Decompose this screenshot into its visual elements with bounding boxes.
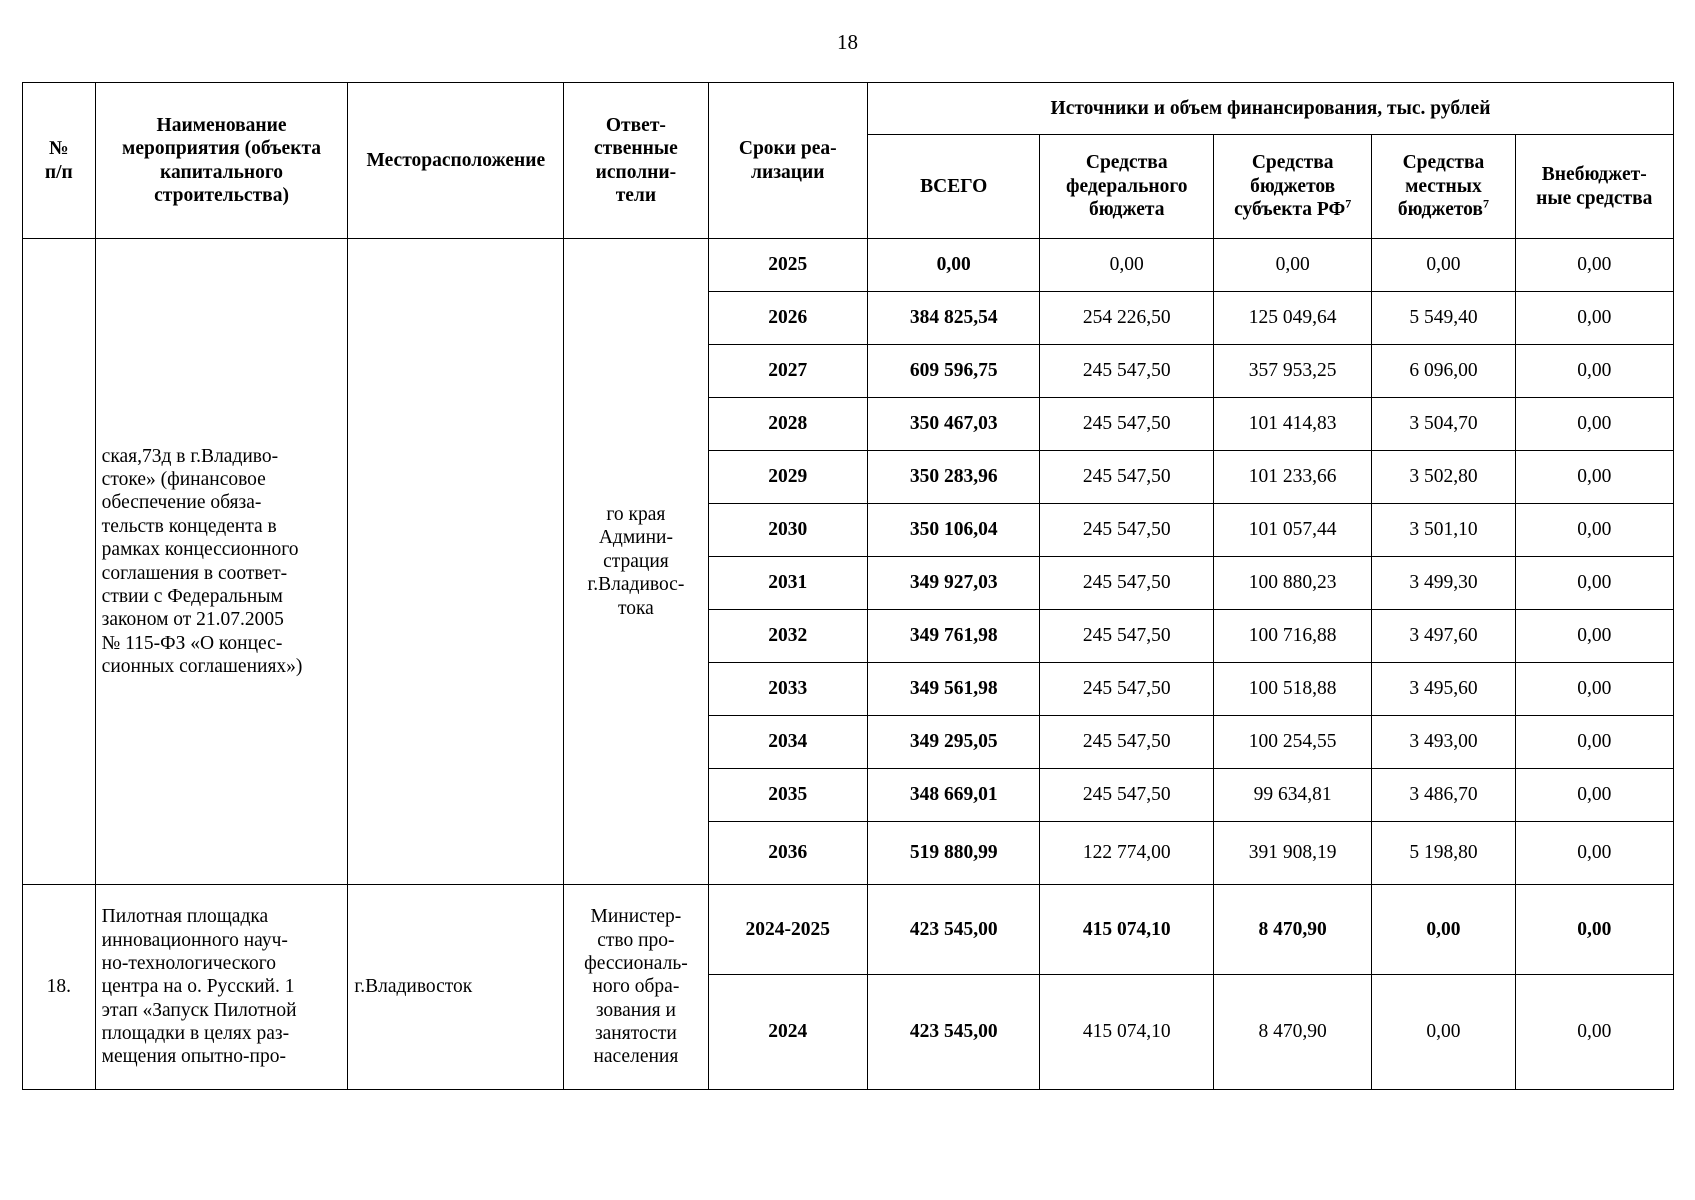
header-extra: Внебюджет- ные средства [1515,135,1673,239]
extra-cell: 0,00 [1515,292,1673,345]
table-row [23,885,1674,975]
federal-cell: 245 547,50 [1040,716,1214,769]
federal-cell: 254 226,50 [1040,292,1214,345]
total-cell: 349 927,03 [867,557,1039,610]
subject-cell: 101 414,83 [1214,398,1372,451]
year-cell: 2030 [708,504,867,557]
total-cell: 0,00 [867,239,1039,292]
local-cell: 3 499,30 [1372,557,1515,610]
total-cell: 349 295,05 [867,716,1039,769]
federal-cell: 245 547,50 [1040,504,1214,557]
prev-description: ская,73д в г.Владиво- стоке» (финансовое обеспечение обяза- тельств концедента в рамках концессионного соглашения в соответ- ствии с Федеральным законом от 21.07.2005 № 115-ФЗ «О концес- сионных соглашениях») [95,239,348,885]
total-cell: 350 283,96 [867,451,1039,504]
subject-cell: 100 518,88 [1214,663,1372,716]
local-cell: 3 502,80 [1372,451,1515,504]
federal-cell: 122 774,00 [1040,822,1214,885]
header-period: Сроки реа- лизации [708,83,867,239]
total-cell: 349 761,98 [867,610,1039,663]
subject-cell: 0,00 [1214,239,1372,292]
extra-cell: 0,00 [1515,610,1673,663]
year-cell: 2027 [708,345,867,398]
extra-cell: 0,00 [1515,822,1673,885]
subject-cell: 101 057,44 [1214,504,1372,557]
local-cell: 0,00 [1372,885,1515,975]
header-local: Средства местных бюджетов$^7$ [1372,135,1515,239]
year-cell: 2036 [708,822,867,885]
total-cell: 350 467,03 [867,398,1039,451]
federal-cell: 245 547,50 [1040,769,1214,822]
header-sources: Источники и объем финансирования, тыс. рублей [867,83,1673,135]
subject-cell: 8 470,90 [1214,975,1372,1090]
extra-cell: 0,00 [1515,975,1673,1090]
local-cell: 0,00 [1372,975,1515,1090]
year-cell: 2033 [708,663,867,716]
total-cell: 423 545,00 [867,975,1039,1090]
total-cell: 349 561,98 [867,663,1039,716]
subject-cell: 101 233,66 [1214,451,1372,504]
federal-cell: 245 547,50 [1040,451,1214,504]
year-cell: 2031 [708,557,867,610]
item-18-executors: Министер- ство про- фессиональ- ного обра- зования и занятости населения [564,885,708,1090]
total-cell: 384 825,54 [867,292,1039,345]
local-cell: 3 501,10 [1372,504,1515,557]
federal-cell: 245 547,50 [1040,610,1214,663]
local-cell: 3 504,70 [1372,398,1515,451]
federal-cell: 0,00 [1040,239,1214,292]
federal-cell: 415 074,10 [1040,885,1214,975]
extra-cell: 0,00 [1515,769,1673,822]
item-18-description: Пилотная площадка инновационного науч- но-технологического центра на о. Русский. 1 этап «Запуск Пилотной площадки в целях раз- мещения опытно-про- [95,885,348,1090]
year-cell: 2025 [708,239,867,292]
subject-cell: 125 049,64 [1214,292,1372,345]
header-subject: Средства бюджетов субъекта $РФ^7$ [1214,135,1372,239]
year-cell: 2028 [708,398,867,451]
federal-cell: 245 547,50 [1040,345,1214,398]
header-executors: Ответ- ственные исполни- тели [564,83,708,239]
subject-cell: 99 634,81 [1214,769,1372,822]
local-cell: 5 549,40 [1372,292,1515,345]
extra-cell: 0,00 [1515,398,1673,451]
total-cell: 609 596,75 [867,345,1039,398]
year-cell: 2024 [708,975,867,1090]
total-cell: 519 880,99 [867,822,1039,885]
subject-cell: 8 470,90 [1214,885,1372,975]
header-num: № п/п [23,83,96,239]
prev-location [348,239,564,885]
local-cell: 0,00 [1372,239,1515,292]
extra-cell: 0,00 [1515,345,1673,398]
year-cell: 2032 [708,610,867,663]
financing-table [22,82,1674,1090]
header-federal: Средства федерального бюджета [1040,135,1214,239]
extra-cell: 0,00 [1515,239,1673,292]
prev-num-cell [23,239,96,885]
subject-cell: 391 908,19 [1214,822,1372,885]
extra-cell: 0,00 [1515,663,1673,716]
local-cell: 6 096,00 [1372,345,1515,398]
year-cell: 2029 [708,451,867,504]
subject-cell: 100 716,88 [1214,610,1372,663]
year-cell: 2024-2025 [708,885,867,975]
extra-cell: 0,00 [1515,504,1673,557]
item-18-num: 18. [23,885,96,1090]
total-cell: 423 545,00 [867,885,1039,975]
header-total: ВСЕГО [867,135,1039,239]
federal-cell: 415 074,10 [1040,975,1214,1090]
year-cell: 2034 [708,716,867,769]
federal-cell: 245 547,50 [1040,398,1214,451]
extra-cell: 0,00 [1515,716,1673,769]
federal-cell: 245 547,50 [1040,663,1214,716]
year-cell: 2026 [708,292,867,345]
extra-cell: 0,00 [1515,557,1673,610]
local-cell: 5 198,80 [1372,822,1515,885]
prev-executors: го края Админи- страция г.Владивос- тока [564,239,708,885]
extra-cell: 0,00 [1515,451,1673,504]
footnote-mark: 7 [1345,196,1352,211]
local-cell: 3 486,70 [1372,769,1515,822]
total-cell: 350 106,04 [867,504,1039,557]
subject-cell: 357 953,25 [1214,345,1372,398]
local-cell: 3 495,60 [1372,663,1515,716]
extra-cell: 0,00 [1515,885,1673,975]
header-name: Наименование мероприятия (объекта капитального строительства) [95,83,348,239]
header-location: Месторасположение [348,83,564,239]
page-number: 18 [837,30,858,54]
item-18-location: г.Владивосток [348,885,564,1090]
footnote-mark: 7 [1482,196,1489,211]
local-cell: 3 493,00 [1372,716,1515,769]
federal-cell: 245 547,50 [1040,557,1214,610]
total-cell: 348 669,01 [867,769,1039,822]
subject-cell: 100 880,23 [1214,557,1372,610]
local-cell: 3 497,60 [1372,610,1515,663]
subject-cell: 100 254,55 [1214,716,1372,769]
year-cell: 2035 [708,769,867,822]
